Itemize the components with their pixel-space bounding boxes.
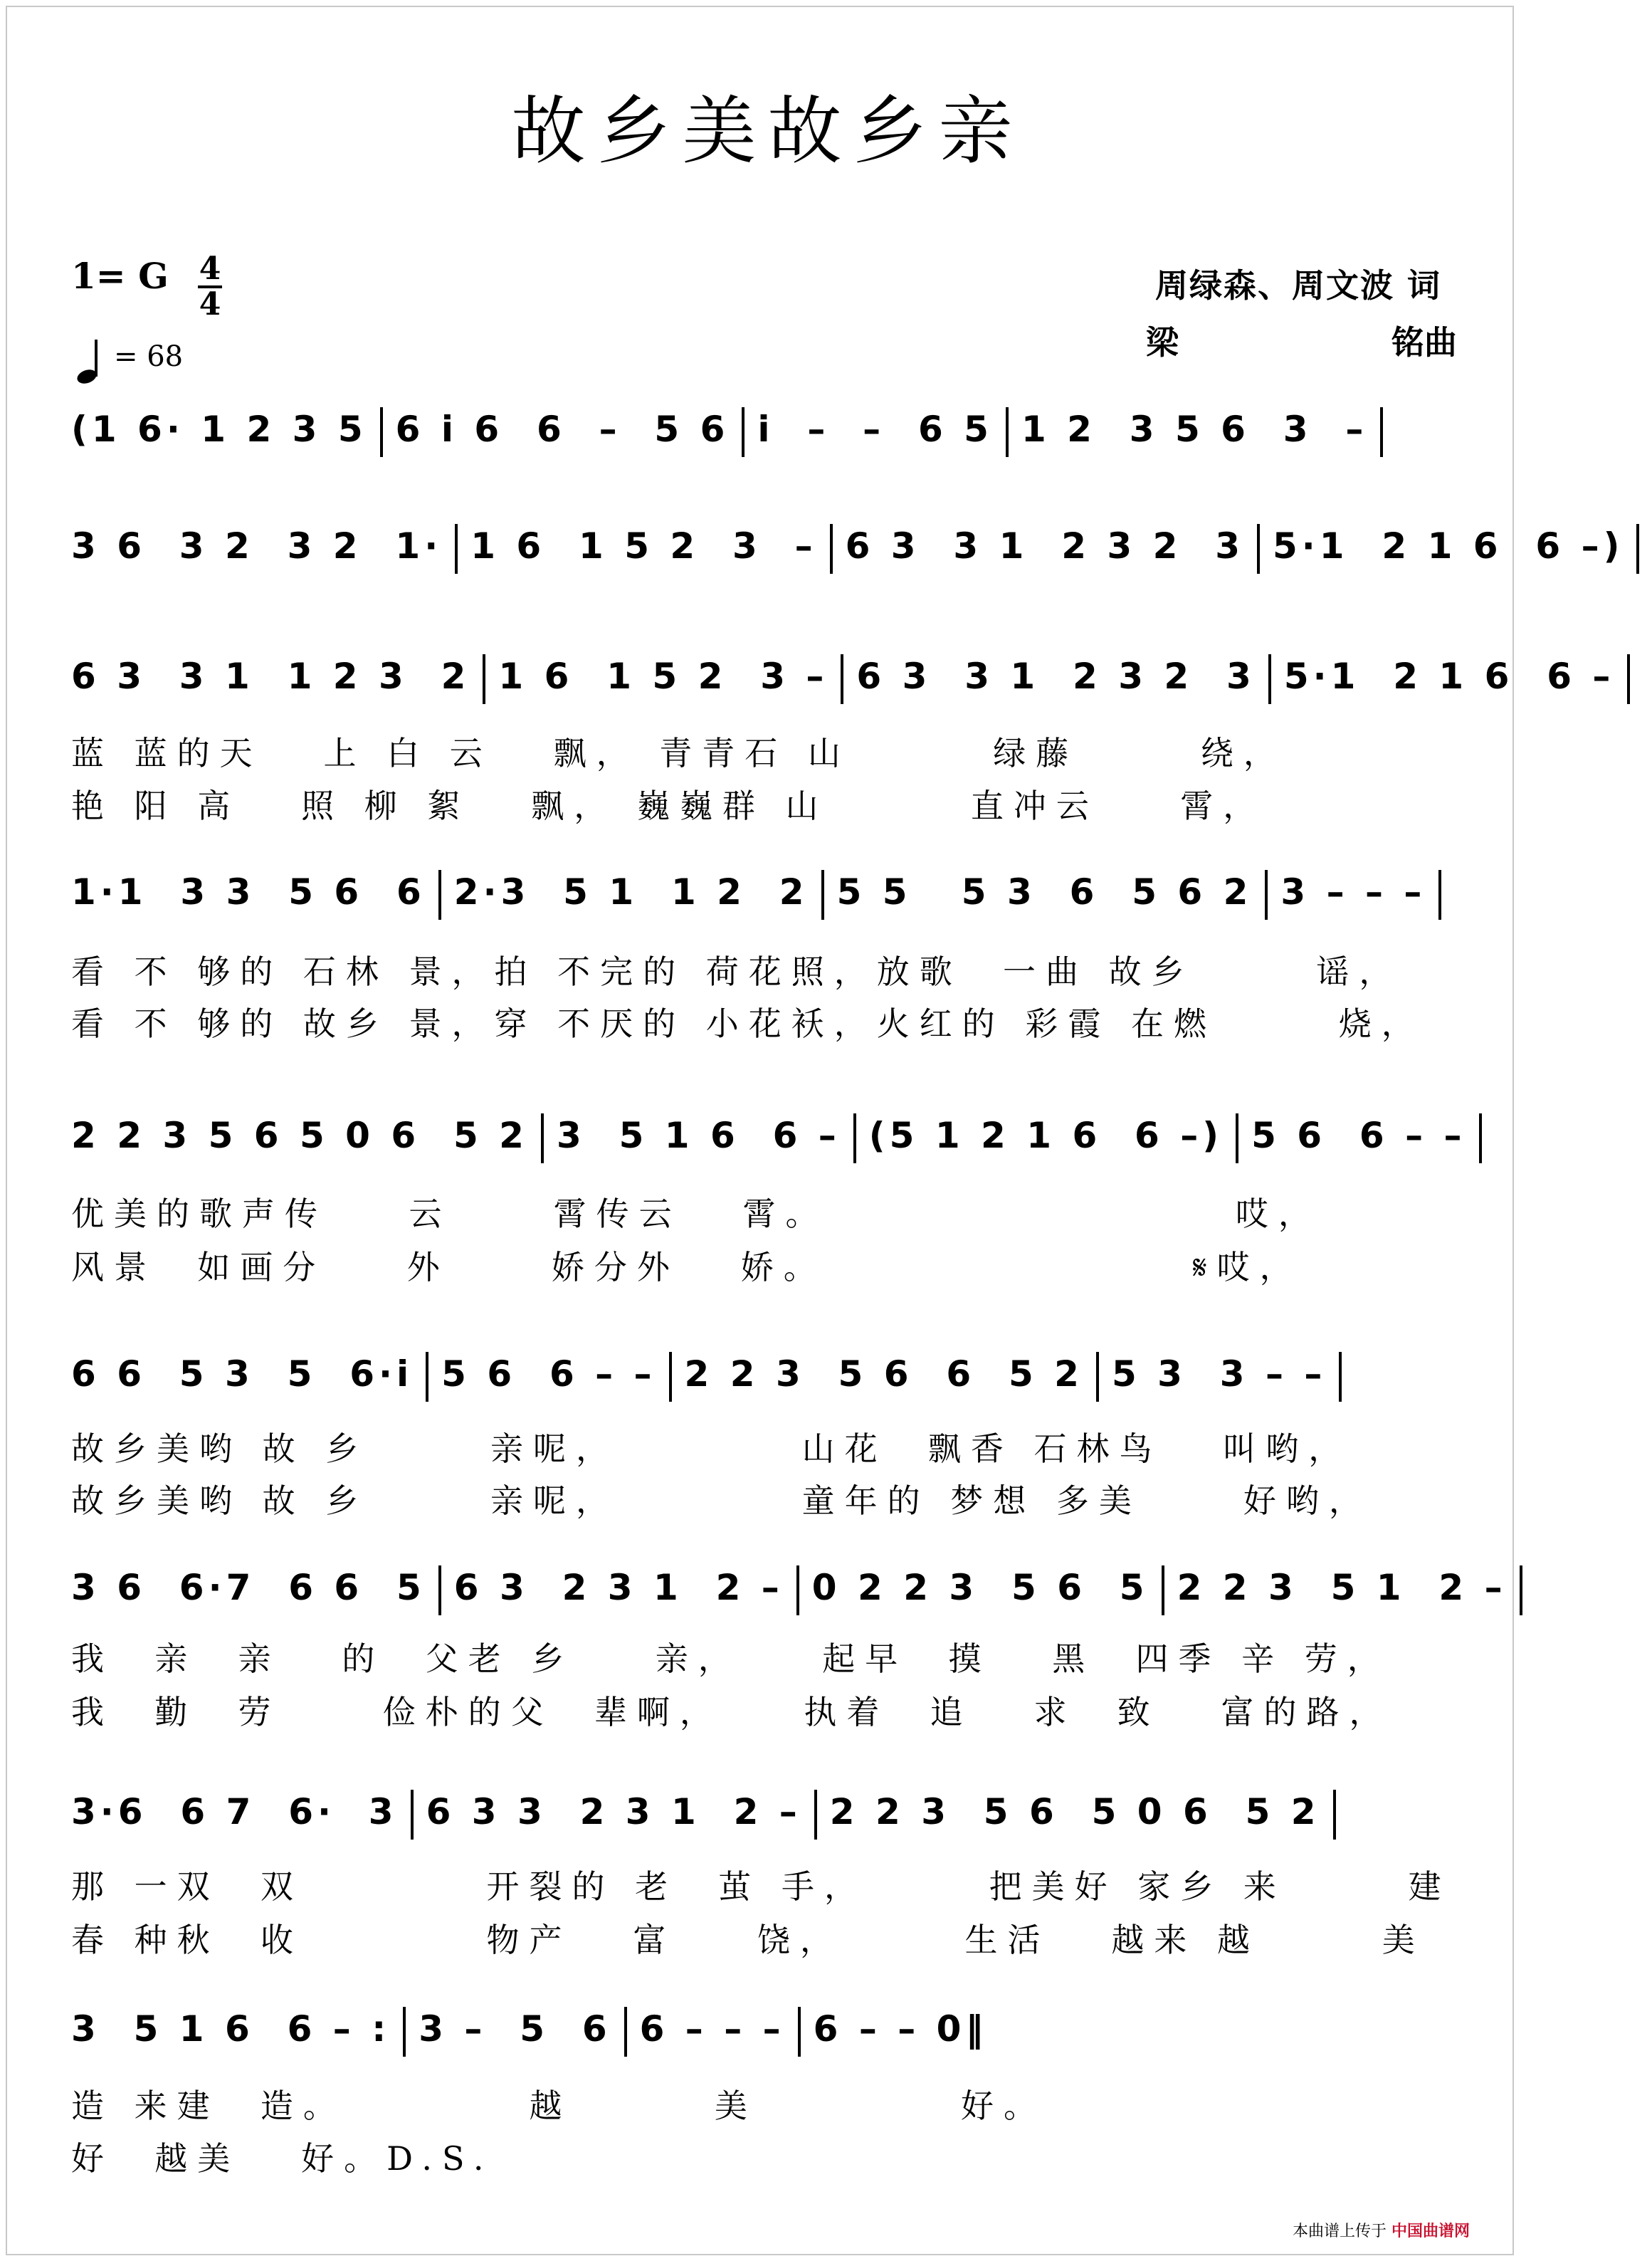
measure: 3 – – –: [1280, 871, 1426, 913]
barline: [821, 870, 824, 920]
measure: 3 6 6·7 6 6 5: [71, 1567, 426, 1608]
time-signature: [198, 253, 222, 321]
measure: 5·1 2 1 6 6 –: [1283, 656, 1615, 697]
lyric-line: 好 越美 好。D.S.: [71, 2139, 494, 2178]
site-logo[interactable]: 中国曲谱网: [1391, 2223, 1470, 2240]
measure: 3 5 1 6 6 – :: [71, 2008, 391, 2050]
barline: [438, 1565, 441, 1615]
barline: [853, 1113, 856, 1163]
barline: [1265, 870, 1268, 920]
barline: [380, 407, 383, 457]
barline: [1339, 1352, 1342, 1402]
barline: [1096, 1352, 1099, 1402]
barline: [1162, 1565, 1164, 1615]
upload-credit: [1293, 2219, 1470, 2241]
song-title: 故乡美故乡亲: [511, 88, 1024, 174]
barline: [438, 870, 441, 920]
measure: 5 6 6 – –: [1251, 1115, 1466, 1156]
measure: 1 6 1 5 2 3 –: [470, 525, 817, 567]
upload-text: 本曲谱上传于: [1292, 2223, 1387, 2240]
lyric-line: 那 一双 双 开裂的 老 茧 手， 把美好 家乡 来 建: [71, 1867, 1451, 1906]
barline: [1257, 524, 1260, 574]
barline: [483, 654, 485, 704]
barline: [1333, 1790, 1336, 1840]
barline: [830, 524, 833, 574]
measure: 6 – – –: [639, 2008, 785, 2050]
composer-credit: [1146, 317, 1457, 364]
measure: i – – 6 5: [757, 409, 993, 450]
barline: [403, 2007, 406, 2057]
lyric-line: 春 种秋 收 物产 富 饶， 生活 越来 越 美: [71, 1921, 1425, 1959]
lyric-line: 艳 阳 高 照 柳 絮 飘， 巍巍群 山 直冲云 霄，: [71, 787, 1266, 825]
lyric-line: 蓝 蓝的天 上 白 云 飘， 青青石 山 绿藤 绕，: [71, 734, 1286, 772]
measure: 6 3 3 1 1 2 3 2: [71, 656, 470, 697]
measure: 5 5 5 3 6 5 6 2: [836, 871, 1253, 913]
barline: [669, 1352, 672, 1402]
measure: (5 1 2 1 6 6 –): [868, 1115, 1224, 1156]
measure: 6 3 3 1 2 3 2 3: [845, 525, 1245, 567]
notation-row: [71, 1780, 1459, 1844]
barline: [742, 407, 745, 457]
measure: 2 2 3 5 1 2 –: [1177, 1567, 1507, 1608]
key-signature: 1= G: [71, 255, 169, 297]
notation-row: [71, 397, 1459, 461]
lyric-line: 我 勤 劳 俭朴的父 辈啊， 执着 追 求 致 富的路，: [71, 1693, 1392, 1731]
barline: [798, 2007, 801, 2057]
measure: 6 – – 0: [813, 2008, 966, 2050]
notation-row: [71, 1997, 1459, 2061]
barline: [1236, 1113, 1238, 1163]
meter-bottom: 4: [199, 286, 221, 322]
measure: 2 2 3 5 6 5 0 6 5 2: [71, 1115, 528, 1156]
notation-row: [71, 1342, 1459, 1406]
barline: [1438, 870, 1441, 920]
barline: [1479, 1113, 1482, 1163]
measure: 2 2 3 5 6 5 0 6 5 2: [829, 1791, 1320, 1832]
composer-name: 铭曲: [1391, 323, 1457, 362]
lyric-line: 风景 如画分 外 娇分外 娇。 𝄋哎，: [71, 1248, 1303, 1286]
barline: [624, 2007, 627, 2057]
barline: [426, 1352, 428, 1402]
lyric-line: 我 亲 亲 的 父老 乡 亲， 起早 摸 黑 四季 辛 劳，: [71, 1640, 1390, 1678]
barline: [1636, 524, 1639, 574]
lyric-line: 故乡美哟 故 乡 亲呢， 童年的 梦想 多美 好哟，: [71, 1481, 1372, 1520]
final-barline: ‖: [965, 2008, 988, 2050]
notation-row: [71, 860, 1459, 924]
measure: 2·3 5 1 1 2 2: [453, 871, 809, 913]
lyric-line: 故乡美哟 故 乡 亲呢， 山花 飘香 石林鸟 叫哟，: [71, 1429, 1352, 1468]
measure: 0 2 2 3 5 6 5: [811, 1567, 1149, 1608]
meter-top: 4: [199, 251, 221, 287]
measure: 2 2 3 5 6 6 5 2: [684, 1353, 1083, 1395]
measure: 6 6 5 3 5 6·i: [71, 1353, 414, 1395]
barline: [1006, 407, 1009, 457]
barline: [1520, 1565, 1522, 1615]
lyric-line: 看 不 够的 石林 景，拍 不完的 荷花照，放歌 一曲 故乡 谣，: [71, 953, 1402, 991]
barline: [455, 524, 458, 574]
measure: 3 6 3 2 3 2 1·: [71, 525, 443, 567]
barline: [1380, 407, 1383, 457]
measure: (1 6· 1 2 3 5: [71, 409, 367, 450]
measure: 1 2 3 5 6 3 –: [1021, 409, 1368, 450]
score-sheet: [6, 6, 1624, 2255]
tempo-marking: = 68: [114, 340, 184, 373]
measure: 3 – 5 6: [419, 2008, 611, 2050]
measure: 6 i 6 6 – 5 6: [395, 409, 730, 450]
measure: 6 3 3 2 3 1 2 –: [426, 1791, 801, 1832]
lyric-line: 看 不 够的 故乡 景，穿 不厌的 小花袄，火红的 彩霞 在燃 烧，: [71, 1004, 1424, 1043]
barline: [796, 1565, 799, 1615]
barline: [541, 1113, 544, 1163]
lyric-line: 优美的歌声传 云 霄传云 霄。 哎，: [71, 1195, 1321, 1233]
notation-row: [71, 1103, 1466, 1168]
barline: [814, 1790, 817, 1840]
measure: 1 6 1 5 2 3 –: [498, 656, 828, 697]
barline: [841, 654, 843, 704]
lyric-line: 造 来建 造。 越 美 好。: [71, 2087, 1047, 2125]
barline: [411, 1790, 414, 1840]
measure: 5 6 6 – –: [441, 1353, 656, 1395]
lyricist-credit: 周绿森、周文波 词: [1154, 266, 1441, 305]
measure: 5·1 2 1 6 6 –): [1273, 525, 1624, 567]
measure: 1·1 3 3 5 6 6: [71, 871, 426, 913]
measure: 3 5 1 6 6 –: [556, 1115, 841, 1156]
notation-row: [71, 644, 1615, 708]
barline: [1627, 654, 1630, 704]
notation-row: [71, 514, 1624, 578]
composer-surname: 梁: [1146, 323, 1179, 362]
notation-row: [71, 1556, 1507, 1620]
measure: 6 3 3 1 2 3 2 3: [856, 656, 1256, 697]
barline: [1268, 654, 1271, 704]
measure: 5 3 3 – –: [1111, 1353, 1327, 1395]
quarter-note-icon: [75, 338, 107, 384]
measure: 3·6 6 7 6· 3: [71, 1791, 398, 1832]
measure: 6 3 2 3 1 2 –: [453, 1567, 784, 1608]
